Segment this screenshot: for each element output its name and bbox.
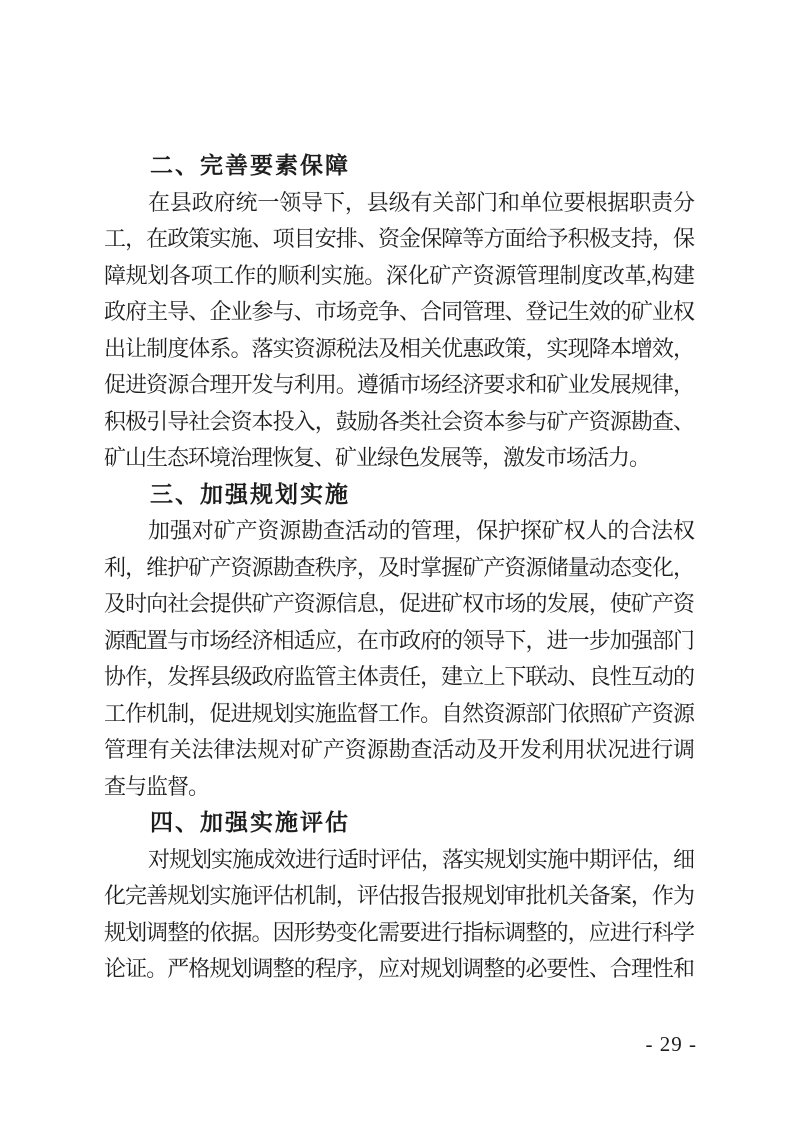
- text-line: 对规划实施成效进行适时评估，落实规划实施中期评估，细: [148, 846, 695, 872]
- text-line: 规划调整的依据。因形势变化需要进行指标调整的，应进行科学: [104, 919, 694, 945]
- text-line: 工，在政策实施、项目安排、资金保障等方面给予积极支持，保: [104, 226, 694, 251]
- text-line: 在县政府统一领导下，县级有关部门和单位要根据职责分: [148, 189, 694, 215]
- text-line: 化完善规划实施评估机制，评估报告报规划审批机关备案，作为: [104, 883, 694, 908]
- text-line: 加强对矿产资源勘查活动的管理，保护探矿权人的合法权: [148, 518, 694, 543]
- section-heading: 四、加强实施评估: [150, 810, 350, 835]
- text-line: 工作机制，促进规划实施监督工作。自然资源部门依照矿产资源: [104, 700, 694, 726]
- text-line: 协作，发挥县级政府监管主体责任，建立上下联动、良性互动的: [104, 664, 694, 689]
- text-line: 政府主导、企业参与、市场竞争、合同管理、登记生效的矿业权: [104, 299, 694, 324]
- text-line: 利，维护矿产资源勘查秩序，及时掌握矿产资源储量动态变化，: [104, 554, 694, 580]
- text-line: 论证。严格规划调整的程序，应对规划调整的必要性、合理性和: [104, 956, 694, 981]
- text-line: 管理有关法律法规对矿产资源勘查活动及开发利用状况进行调: [104, 737, 694, 762]
- text-line: 障规划各项工作的顺利实施。深化矿产资源管理制度改革,构建: [104, 262, 694, 288]
- text-line: 出让制度体系。落实资源税法及相关优惠政策，实现降本增效，: [104, 335, 694, 361]
- text-line: 矿山生态环境治理恢复、矿业绿色发展等，激发市场活力。: [104, 445, 651, 470]
- text-line: 查与监督。: [104, 773, 210, 799]
- page-number: - 29 -: [645, 1032, 697, 1056]
- text-line: 促进资源合理开发与利用。遵循市场经济要求和矿业发展规律，: [104, 372, 694, 397]
- text-line: 积极引导社会资本投入，鼓励各类社会资本参与矿产资源勘查、: [104, 408, 694, 434]
- text-line: 源配置与市场经济相适应，在市政府的领导下，进一步加强部门: [104, 627, 694, 653]
- document-body: [104, 148, 694, 988]
- section-heading: 二、完善要素保障: [150, 153, 350, 178]
- section-heading: 三、加强规划实施: [150, 481, 350, 507]
- text-line: 及时向社会提供矿产资源信息，促进矿权市场的发展，使矿产资: [104, 591, 694, 616]
